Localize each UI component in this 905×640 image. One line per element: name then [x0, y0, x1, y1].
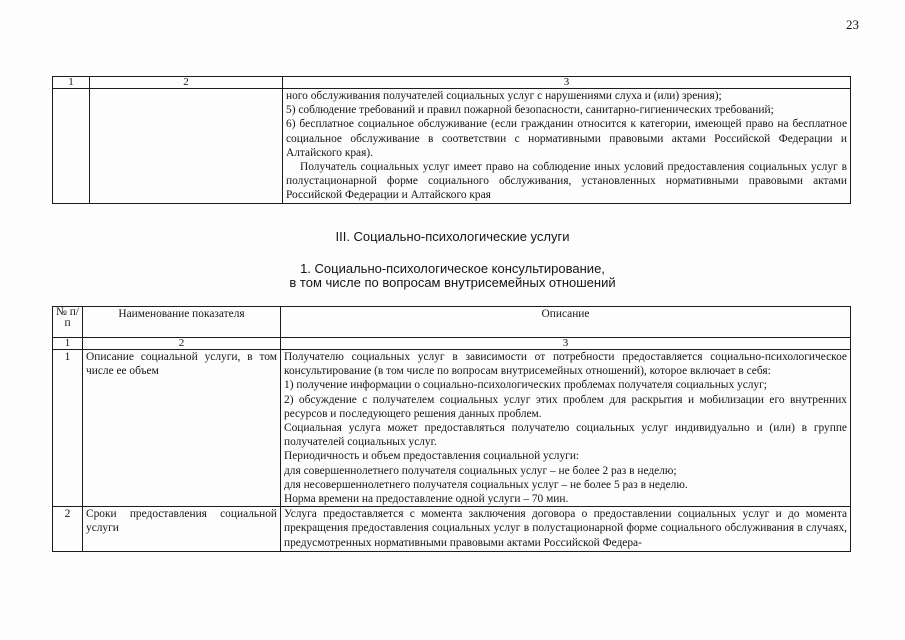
description-line: Услуга предоставляется с момента заключения договора о предоставлении социальных услуг и до момента прекращения предоставления социальных услуг в полустационарной форме социального обслуживания в случаях, предусмотренных нормативными правовыми актами Российской Федера-: [284, 508, 847, 549]
indicator-name: Сроки предоставления социальной услуги: [83, 507, 281, 552]
description-cell: [281, 350, 851, 507]
description-line: 2) обсуждение с получателем социальных услуг этих проблем для раскрытия и мобилизации его внутренних ресурсов и последующего решения данных проблем.: [284, 393, 847, 420]
column-number-row: [53, 77, 851, 89]
services-table: [52, 306, 851, 552]
description-line: для совершеннолетнего получателя социальных услуг – не более 2 раз в неделю;: [284, 464, 677, 477]
table-row: [53, 350, 851, 507]
column-number: 2: [90, 77, 283, 89]
column-number: 1: [53, 77, 90, 89]
description-cell: [283, 89, 851, 204]
header-name: Наименование показателя: [83, 307, 281, 338]
column-number: 1: [53, 338, 83, 350]
table-cell-empty: [90, 89, 283, 204]
description-line: Норма времени на предоставление одной услуги – 70 мин.: [284, 493, 569, 506]
subsection-heading-line: в том числе по вопросам внутрисемейных отношений: [289, 275, 616, 290]
column-number: 2: [83, 338, 281, 350]
column-number: 3: [281, 338, 851, 350]
description-line: Получателю социальных услуг в зависимости от потребности предоставляется социально-психологическое консультирование (в том числе по вопросам внутрисемейных отношений), которое включает в себя:: [284, 351, 847, 378]
column-number-row: [53, 338, 851, 350]
indicator-name: Описание социальной услуги, в том числе ее объем: [83, 350, 281, 507]
description-line: Социальная услуга может предоставляться получателю социальных услуг индивидуально и (или) в группе получателей социальных услуг.: [284, 422, 847, 449]
page-number: 23: [846, 17, 859, 32]
description-line: 5) соблюдение требований и правил пожарной безопасности, санитарно-гигиенических требований;: [286, 104, 774, 117]
column-number: 3: [283, 77, 851, 89]
table-row: [53, 507, 851, 552]
table-cell-empty: [53, 89, 90, 204]
table-row: [53, 89, 851, 204]
row-number: 1: [53, 350, 83, 507]
description-line: 6) бесплатное социальное обслуживание (если гражданин относится к категории, имеющей право на бесплатное социальное обслуживание в соответствии с нормативными правовыми актами Российской Федерации и Алтайского края).: [286, 118, 847, 159]
description-line: для несовершеннолетнего получателя социальных услуг – не более 5 раз в неделю.: [284, 478, 688, 491]
header-description: Описание: [281, 307, 851, 338]
row-number: 2: [53, 507, 83, 552]
table-header-row: [53, 307, 851, 338]
header-num: № п/п: [53, 307, 83, 338]
subsection-heading: [0, 262, 905, 290]
subsection-heading-line: 1. Социально-психологическое консультирование,: [300, 261, 605, 276]
description-cell: [281, 507, 851, 552]
section-heading: III. Социально-психологические услуги: [335, 229, 570, 244]
continuation-table: [52, 76, 851, 204]
description-line: 1) получение информации о социально-психологических проблемах получателя социальных услуг;: [284, 379, 767, 392]
description-line: ного обслуживания получателей социальных услуг с нарушениями слуха и (или) зрения);: [286, 90, 722, 102]
description-line: Периодичность и объем предоставления социальной услуги:: [284, 450, 580, 463]
description-line: Получатель социальных услуг имеет право на соблюдение иных условий предоставления социальных услуг в полустационарной форме социального обслуживания, установленных нормативными правовыми актами Российской Федерации и Алтайского края: [286, 161, 847, 202]
description-clip: [284, 507, 847, 551]
